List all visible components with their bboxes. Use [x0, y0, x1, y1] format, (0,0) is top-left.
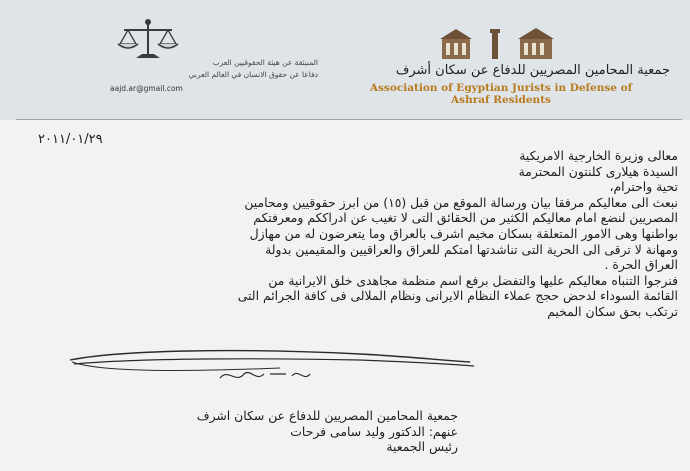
letter-line: تحية واحترام،: [609, 179, 678, 195]
letter-line: فنرجوا التنباه معاليكم عليها والتفضل برفع اسم منظمة مجاهدى خلق الايرانية من: [268, 272, 678, 288]
scales-of-justice-logo: [116, 18, 180, 62]
signature-name: عنهم: الدكتور وليد سامى فرحات: [290, 423, 458, 439]
letter-line: ومهانة لا ترقى الى الحرية التى تناشدتها امتكم للعراق والعراقيين والمقيمين بدولة: [265, 241, 678, 257]
letter-line: ترتكب بحق سكان المخيم: [547, 303, 678, 319]
letter-line: المصريين لنضع امام معاليكم الكثير من الحقائق التى لا تغيب عن ادراككم ومعرفتكم: [253, 210, 678, 226]
letter-line: معالى وزيرة الخارجية الامريكية: [519, 148, 678, 163]
signature-title: رئيس الجمعية: [386, 439, 458, 454]
courthouse-buildings-logo: [440, 25, 555, 59]
letter-line: السيدة هيلارى كلنتون المحترمة: [518, 163, 678, 179]
letter-line: بواطنها وهى الامور المتعلقة بسكان مخيم اشرف بالعراق وما يتعرضون له من مهازل: [249, 225, 678, 241]
handwritten-signature: [60, 338, 480, 393]
letterhead: [0, 0, 690, 120]
signature-block: [197, 408, 458, 455]
org-name-arabic: جمعية المحامين المصريين للدفاع عن سكان أشرف: [395, 63, 670, 78]
signature-org: جمعية المحامين المصريين للدفاع عن سكان اشرف: [196, 408, 458, 423]
header-subtitle-1: المنبثقة عن هيئة الحقوقيين العرب: [212, 58, 318, 67]
org-name-english: [346, 82, 656, 106]
letter-body: [28, 148, 678, 320]
org-name-english-line2: Ashraf Residents: [451, 94, 551, 106]
org-name-english-line1: Association of Egyptian Jurists in Defense of: [369, 82, 633, 94]
letter-line: نبعث الى معاليكم مرفقا بيان ورسالة الموقع من قبل (١٥) من ابرز حقوقيين ومحامين: [244, 194, 678, 210]
letter-date: ٢٠١١/٠١/٢٩: [38, 132, 103, 147]
letter-line: العراق الحرة .: [604, 257, 678, 273]
header-divider: [16, 119, 682, 120]
header-email: aajd.ar@gmail.com: [110, 84, 183, 93]
header-subtitle-2: دفاعا عن حقوق الانسان في العالم العربي: [188, 70, 318, 79]
letter-line: القائمة السوداء لدحض حجج عملاء النظام الايرانى ونظام الملالى فى كافة الجرائم التى: [237, 288, 678, 304]
